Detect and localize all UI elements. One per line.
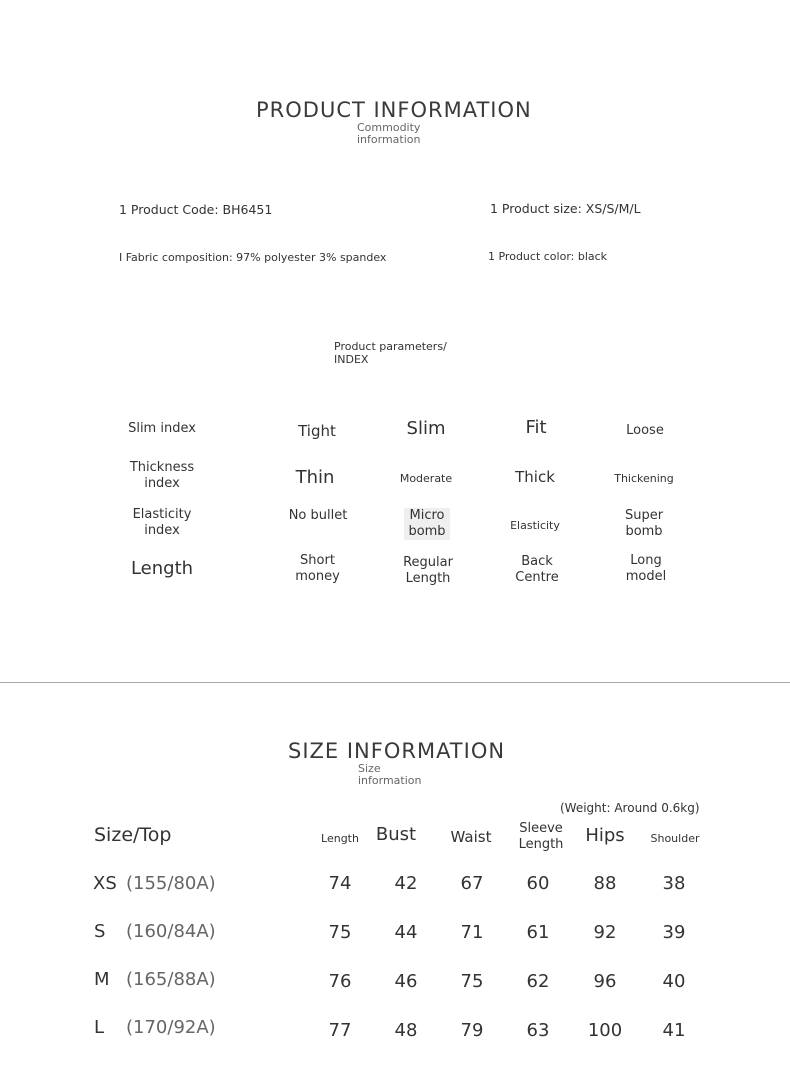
index-option: No bullet (288, 508, 348, 523)
value-hips: 88 (593, 873, 617, 894)
highlighted-option: Micro bomb (404, 508, 450, 540)
index-option: Long model (625, 553, 667, 584)
value-waist: 67 (460, 873, 484, 894)
index-option: Regular Length (403, 555, 453, 586)
params-title: Product parameters/ INDEX (334, 340, 447, 366)
body-measure: (155/80A) (126, 873, 216, 894)
product-info-title: PRODUCT INFORMATION (256, 98, 532, 122)
index-option: Moderate (399, 472, 453, 485)
body-measure: (170/92A) (126, 1017, 216, 1038)
size-code: M (94, 969, 110, 990)
index-label: Slim index (128, 421, 196, 436)
header-shoulder: Shoulder (650, 832, 700, 845)
value-waist: 79 (460, 1020, 484, 1041)
value-waist: 75 (460, 971, 484, 992)
product-info-subtitle: Commodity information (357, 121, 421, 146)
index-option: Back Centre (515, 554, 559, 585)
value-waist: 71 (460, 922, 484, 943)
value-sleeve: 60 (526, 873, 550, 894)
index-option: Super bomb (624, 508, 664, 539)
header-sleeve-length: Sleeve Length (518, 821, 564, 852)
value-shoulder: 41 (662, 1020, 686, 1041)
index-option: Short money (295, 553, 340, 584)
product-size: 1 Product size: XS/S/M/L (490, 201, 641, 216)
header-length: Length (321, 832, 359, 845)
value-hips: 100 (587, 1020, 623, 1041)
size-top-header: Size/Top (94, 824, 172, 846)
index-label: Thickness index (129, 460, 195, 491)
value-shoulder: 39 (662, 922, 686, 943)
index-label: Length (130, 558, 194, 579)
value-sleeve: 62 (526, 971, 550, 992)
value-shoulder: 40 (662, 971, 686, 992)
body-measure: (165/88A) (126, 969, 216, 990)
size-info-subtitle: Size information (358, 762, 422, 787)
value-bust: 42 (394, 873, 418, 894)
index-option: Thickening (614, 472, 674, 485)
value-hips: 92 (593, 922, 617, 943)
value-hips: 96 (593, 971, 617, 992)
index-option: Tight (298, 422, 336, 440)
body-measure: (160/84A) (126, 921, 216, 942)
weight-note: (Weight: Around 0.6kg) (560, 801, 700, 815)
size-code: XS (93, 873, 117, 894)
size-code: S (94, 921, 106, 942)
header-bust: Bust (375, 824, 417, 845)
value-bust: 46 (394, 971, 418, 992)
index-option: Thick (515, 468, 555, 486)
header-waist: Waist (450, 828, 492, 846)
value-length: 74 (328, 873, 352, 894)
fabric-composition: I Fabric composition: 97% polyester 3% spandex (119, 251, 387, 264)
value-bust: 48 (394, 1020, 418, 1041)
size-info-title: SIZE INFORMATION (288, 739, 506, 763)
value-sleeve: 63 (526, 1020, 550, 1041)
header-hips: Hips (585, 825, 625, 846)
value-length: 76 (328, 971, 352, 992)
product-color: 1 Product color: black (488, 250, 608, 263)
value-bust: 44 (394, 922, 418, 943)
index-option: Loose (626, 423, 664, 438)
value-shoulder: 38 (662, 873, 686, 894)
index-label: Elasticity index (132, 507, 192, 538)
index-option-selected (402, 508, 452, 540)
index-option: Slim (406, 418, 446, 439)
index-option: Fit (525, 417, 547, 438)
size-code: L (94, 1017, 105, 1038)
index-option: Thin (295, 467, 335, 488)
index-option: Elasticity (510, 519, 560, 532)
value-sleeve: 61 (526, 922, 550, 943)
value-length: 77 (328, 1020, 352, 1041)
section-divider (0, 682, 790, 683)
product-code: 1 Product Code: BH6451 (119, 202, 273, 217)
value-length: 75 (328, 922, 352, 943)
